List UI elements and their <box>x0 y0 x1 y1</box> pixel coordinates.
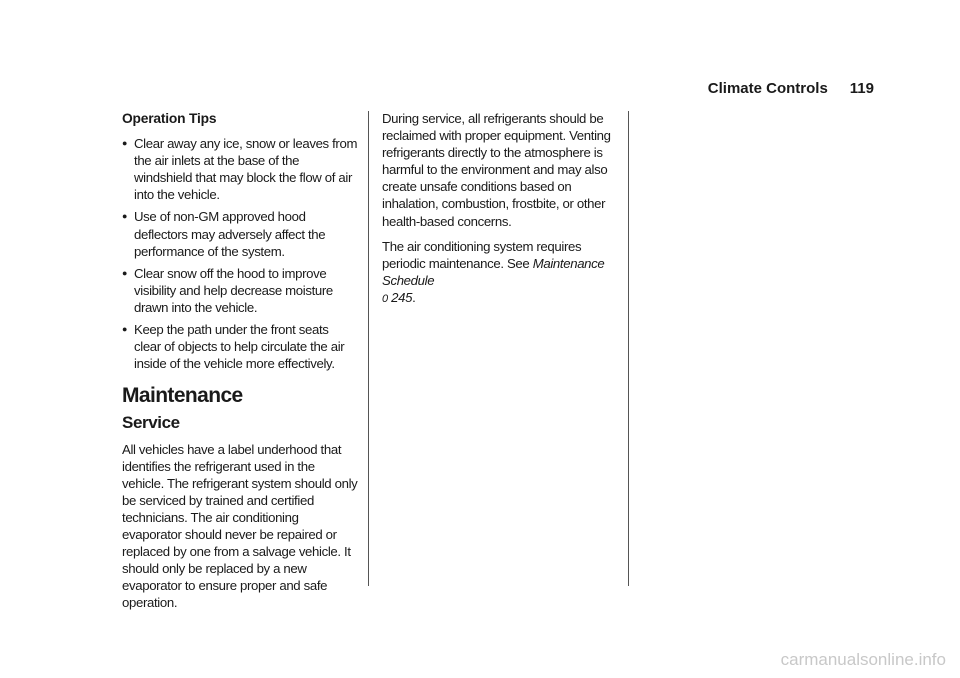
page-reference-icon: 0 <box>382 292 388 305</box>
page-reference-number: 245 <box>391 289 413 305</box>
page-number: 119 <box>849 80 874 97</box>
page-header <box>708 80 874 97</box>
refrigerant-paragraph: During service, all refrigerants should be reclaimed with proper equipment. Venting refrigerants directly to the atmosphere is harmful to the environment and may also create unsafe conditions based on inhalation, combustion, frostbite, or other health-based concerns. <box>382 111 611 229</box>
list-item: ● Clear snow off the hood to improve visibility and help decrease moisture drawn into the vehicle. <box>122 265 358 316</box>
service-paragraph: All vehicles have a label underhood that identifies the refrigerant used in the vehicle. The refrigerant system should only be serviced by trained and certified technicians. The air conditioning evaporator should never be repaired or replaced by one from a salvage vehicle. It should only be replaced by a new evaporator to ensure proper and safe operation. <box>122 441 358 611</box>
list-item: ● Clear away any ice, snow or leaves from the air inlets at the base of the windshield that may block the flow of air into the vehicle. <box>122 135 358 203</box>
list-item: ● Use of non-GM approved hood deflectors may adversely affect the performance of the system. <box>122 208 358 259</box>
maintenance-text: The air conditioning system requires periodic maintenance. See <box>382 238 582 271</box>
operation-tips-list <box>122 135 358 372</box>
page-reference[interactable] <box>382 290 412 305</box>
watermark: carmanualsonline.info <box>780 650 946 669</box>
list-item: ● Keep the path under the front seats clear of objects to help circulate the air inside of the vehicle more effectively. <box>122 321 358 372</box>
column-divider <box>628 111 629 586</box>
operation-tips-heading: Operation Tips <box>122 111 217 126</box>
section-title: Climate Controls <box>707 80 828 97</box>
maintenance-schedule-link[interactable]: Maintenance Schedule <box>382 255 605 288</box>
maintenance-paragraph <box>382 238 618 308</box>
left-column <box>122 110 358 619</box>
sentence-end: . <box>412 289 416 305</box>
maintenance-heading: Maintenance <box>122 384 243 408</box>
service-heading: Service <box>122 413 180 433</box>
middle-column <box>382 110 618 316</box>
column-divider <box>368 111 369 586</box>
